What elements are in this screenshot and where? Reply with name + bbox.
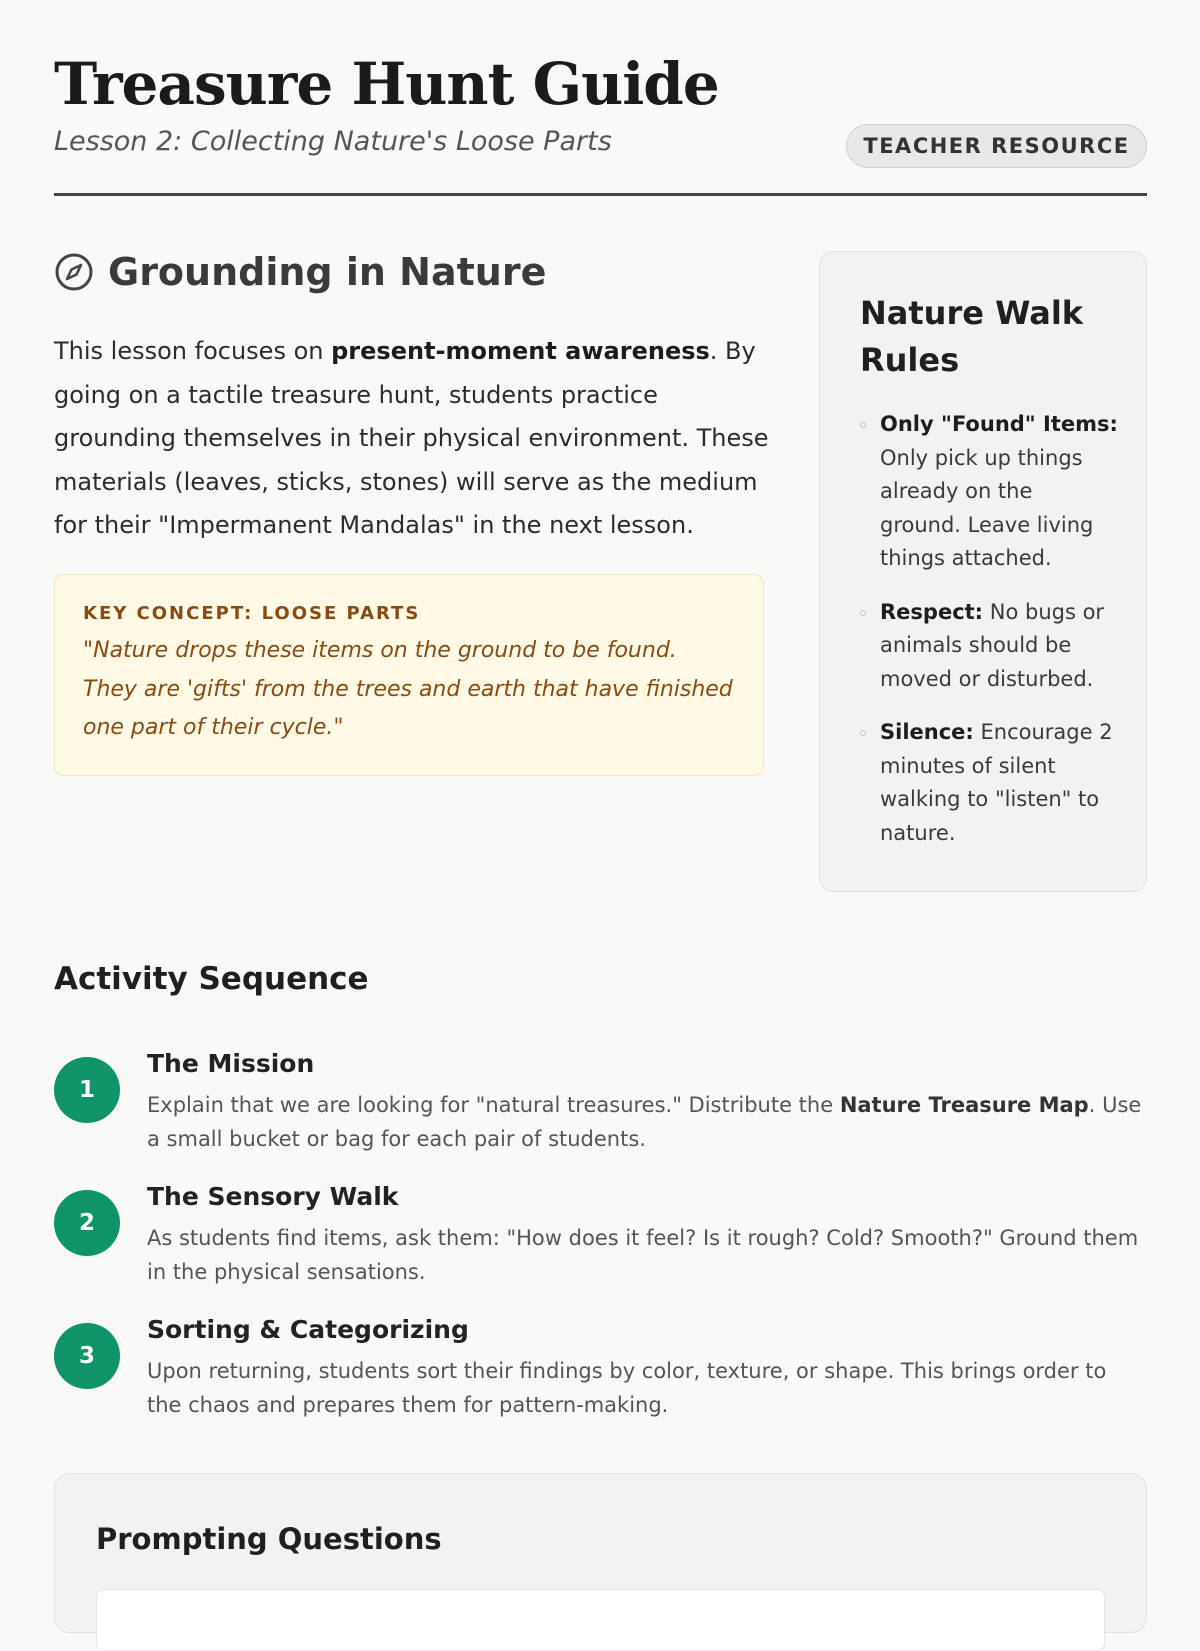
page-title: Treasure Hunt Guide: [54, 50, 719, 118]
rule-item: [860, 408, 1120, 576]
header-divider: [54, 193, 1147, 196]
rule-text: Only pick up things already on the ground. Leave living things attached.: [880, 445, 1094, 570]
key-concept-quote: "Nature drops these items on the ground to be found. They are 'gifts' from the trees and earth that have finished one part of their cycle.": [83, 638, 733, 740]
step-desc-start: Explain that we are looking for "natural treasures." Distribute the: [147, 1093, 840, 1117]
intro-text-end: . By going on a tactile treasure hunt, students practice grounding themselves in their physical environment. These materials (leaves, sticks, stones) will serve as the medium for their "Impermanent Mandalas" in the next lesson.: [54, 337, 769, 539]
rule-item: [860, 716, 1120, 850]
page-subtitle: Lesson 2: Collecting Nature's Loose Parts: [54, 126, 612, 157]
compass-icon: [54, 252, 94, 292]
rule-text: No bugs or animals should be moved or disturbed.: [880, 599, 1105, 691]
step-description: Upon returning, students sort their findings by color, texture, or shape. This brings order to the chaos and prepares them for pattern-making.: [147, 1359, 1107, 1417]
step-number-badge: 3: [54, 1323, 120, 1389]
rule-label: Respect:: [880, 599, 984, 624]
nature-walk-rules-card: [819, 251, 1147, 892]
step-title: Sorting & Categorizing: [147, 1315, 469, 1344]
rules-list: [860, 408, 1120, 850]
step-number-badge: 1: [54, 1057, 120, 1123]
step-desc-emphasis: Nature Treasure Map: [839, 1093, 1089, 1117]
prompting-questions-content: [96, 1589, 1105, 1651]
step-title: The Sensory Walk: [147, 1182, 399, 1211]
intro-emphasis: present-moment awareness: [331, 337, 710, 365]
teacher-resource-badge: TEACHER RESOURCE: [846, 124, 1147, 168]
bullet-icon: [860, 730, 866, 736]
step-description: [147, 1089, 1147, 1156]
step-desc-end: . Use a small bucket or bag for each pair of students.: [147, 1093, 1142, 1151]
activity-sequence-title: Activity Sequence: [54, 961, 369, 997]
rule-label: Only "Found" Items:: [880, 412, 1118, 436]
key-concept-label: KEY CONCEPT: LOOSE PARTS: [83, 603, 421, 624]
lesson-page: [54, 0, 1147, 1600]
step-description: As students find items, ask them: "How does it feel? Is it rough? Cold? Smooth?" Ground them in the physical sensations.: [147, 1226, 1139, 1284]
grounding-title: Grounding in Nature: [108, 250, 547, 294]
grounding-section-header: [54, 250, 546, 294]
step-number-badge: 2: [54, 1190, 120, 1256]
prompting-questions-title: Prompting Questions: [96, 1522, 442, 1556]
rule-item: [860, 596, 1120, 697]
intro-text-start: This lesson focuses on: [54, 337, 332, 365]
grounding-intro: [54, 330, 774, 548]
prompting-questions-card: [54, 1473, 1147, 1633]
key-concept-callout: [54, 574, 764, 776]
step-title: The Mission: [147, 1049, 315, 1078]
bullet-icon: [860, 610, 866, 616]
rule-label: Silence:: [880, 720, 974, 744]
bullet-icon: [860, 422, 866, 428]
rules-title: Nature Walk Rules: [860, 294, 1084, 379]
rule-text: Encourage 2 minutes of silent walking to "listen" to nature.: [880, 720, 1113, 845]
